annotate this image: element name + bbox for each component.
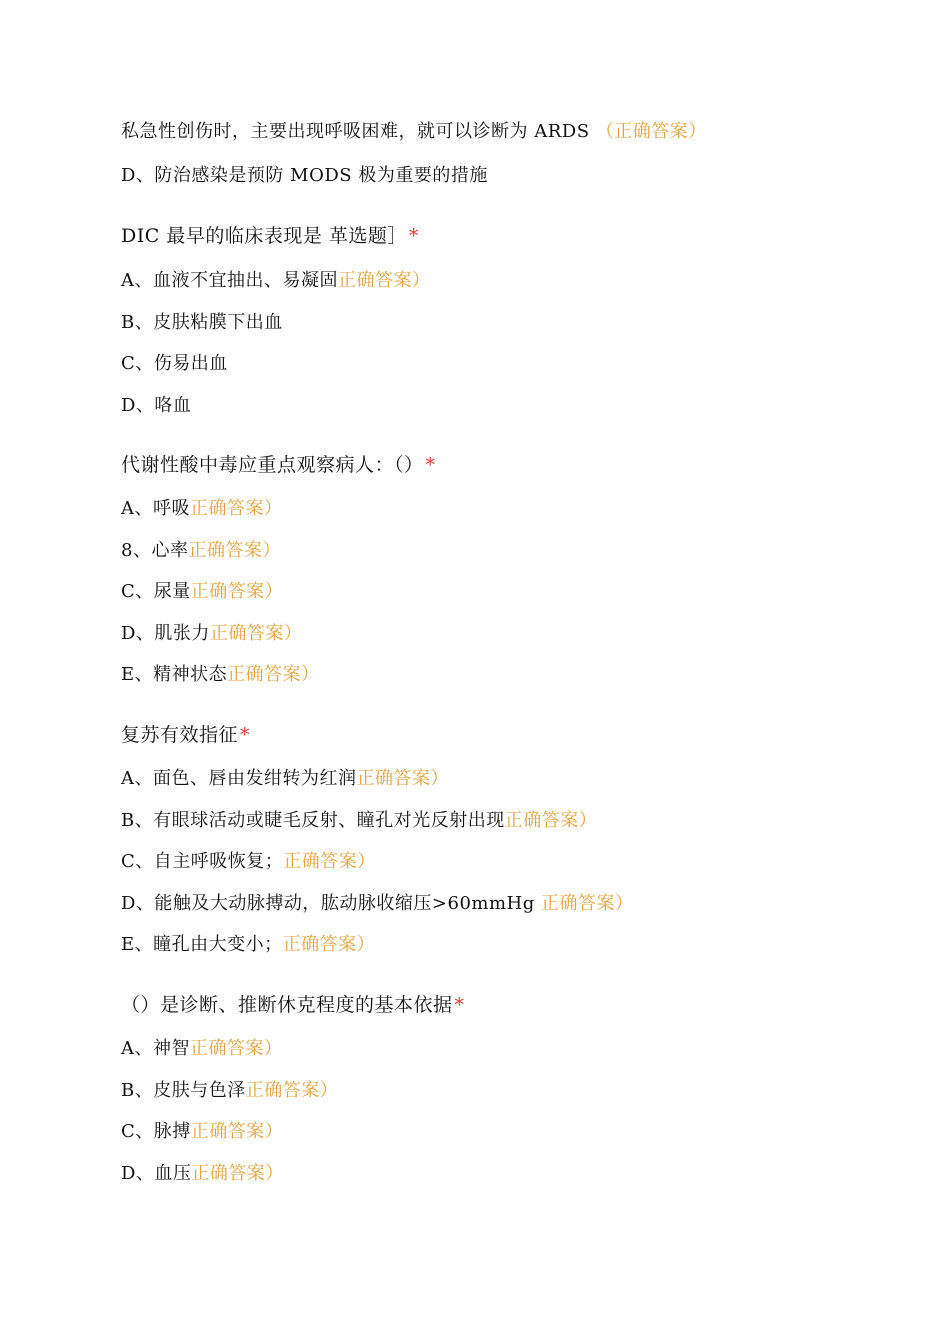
correct-answer-label: 正确答案） [190,1121,284,1142]
question-text: 代谢性酸中毒应重点观察病人：（） [121,454,424,476]
correct-answer-label: 正确答案） [190,581,284,602]
option-line [121,850,376,874]
option-line [121,1120,283,1144]
option-text: 8、心率 [121,540,189,561]
option-line [121,809,597,833]
correct-answer-label: 正确答案） [227,664,320,685]
correct-answer-label: （正确答案） [595,121,707,142]
correct-answer-label: 正确答案） [190,498,283,519]
option-text: A、神智 [121,1038,190,1059]
option-text: E、瞳孔由大变小； [121,934,283,955]
option-text: D、肌张力 [121,623,210,644]
option-text: D、咯血 [121,395,192,416]
option-line [121,622,302,646]
option-line [121,352,228,376]
required-star-icon: * [408,225,419,247]
correct-answer-label: 正确答案） [283,851,376,872]
correct-answer-label: 正确答案） [190,1038,283,1059]
option-text: D、能触及大动脉搏动，肱动脉收缩压>60mmHg [121,893,541,914]
option-line [121,164,488,188]
correct-answer-label: 正确答案） [188,540,281,561]
option-line [121,1037,283,1061]
correct-answer-label: 正确答案） [191,1163,284,1184]
correct-answer-label: 正确答案） [282,934,376,955]
option-text: B、皮肤与色泽 [121,1080,246,1101]
required-star-icon: * [425,454,436,476]
option-text: D、血压 [121,1163,192,1184]
question-text: （）是诊断、推断休克程度的基本依据 [121,994,453,1016]
option-line [121,497,283,521]
question-title [121,453,436,477]
option-text: C、自主呼吸恢复； [121,851,284,872]
option-line [121,933,375,957]
option-line [121,663,320,687]
required-star-icon: * [240,724,251,746]
correct-answer-label: 正确答案） [209,623,303,644]
option-line [121,1079,338,1103]
option-line [121,269,431,293]
option-line [121,580,283,604]
option-line [121,394,191,418]
correct-answer-label: 正确答案） [245,1080,339,1101]
correct-answer-label: 正确答案） [356,768,449,789]
option-line [121,120,707,144]
option-line [121,539,281,563]
option-text: C、脉搏 [121,1121,191,1142]
correct-answer-label: 正确答案） [338,270,431,291]
question-title [121,993,465,1017]
question-text: DIC 最早的临床表现是 革选题］ [121,225,407,247]
option-text: A、呼吸 [121,498,190,519]
option-text: B、皮肤粘膜下出血 [121,312,283,333]
option-line [121,892,634,916]
option-text: E、精神状态 [121,664,228,685]
option-text: B、有眼球活动或睫毛反射、瞳孔对光反射出现 [121,810,505,831]
option-line [121,311,283,335]
correct-answer-label: 正确答案） [504,810,598,831]
required-star-icon: * [454,994,465,1016]
option-line [121,767,449,791]
option-text: A、血液不宜抽出、易凝固 [121,270,338,291]
option-text: A、面色、唇由发绀转为红润 [121,768,357,789]
option-text: 私急性创伤时，主要出现呼吸困难，就可以诊断为 ARDS [121,121,596,142]
question-title [121,224,419,248]
option-text: C、尿量 [121,581,191,602]
correct-answer-label: 正确答案） [541,893,634,914]
option-text: D、防治感染是预防 MODS 极为重要的措施 [121,165,488,186]
option-line [121,1162,284,1186]
option-text: C、伤易出血 [121,353,228,374]
question-title [121,723,250,747]
question-text: 复苏有效指征 [121,724,239,746]
